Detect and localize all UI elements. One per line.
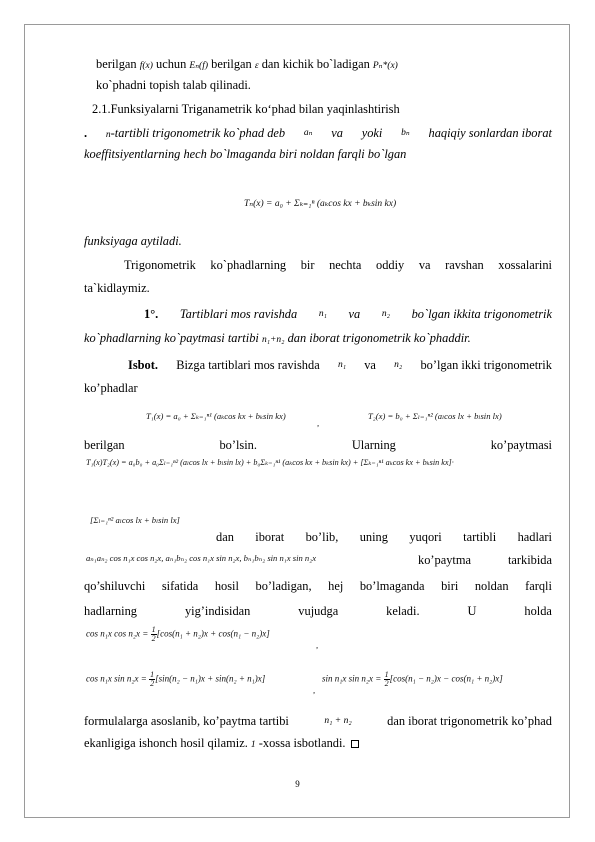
- definition-line-2: koeffitsiyentlarning hech bo`lmaganda biri noldan farqli bo`lgan: [84, 147, 407, 161]
- intro-line-2: ko`phadni topish talab qilinadi.: [96, 78, 251, 92]
- property-line-1: 1°. Tartiblari mos ravishda n₁ va n₂ bo`lgan ikkita trigonometrik: [144, 307, 552, 321]
- section-heading: 2.1.Funksiyalarni Triganametrik koʻphad bilan yaqinlashtirish: [92, 102, 400, 116]
- properties-intro-line-1: Trigonometrik ko`phadlarning bir nechta oddiy va ravshan xossalarini: [124, 258, 552, 272]
- proof-line-6: qo’shiluvchi sifatida hosil bo’ladigan, hej bo’lmaganda biri noldan farqli: [84, 579, 552, 593]
- identity-cos-sin: cos n₁x sin n₂x = $\frac{1}{2}$ [sin(n₂ − n₁)x + sin(n₂ + n₁)x]: [86, 670, 266, 688]
- property-line-2: ko`phadlarning ko`paytmasi tartibi n₁+n₂ dan iborat trigonometrik ko`phaddir.: [84, 331, 471, 345]
- definition-line-1: . n-tartibli trigonometrik ko`phad deb aₙ va yoki bₙ haqiqiy sonlardan iborat: [84, 126, 552, 140]
- formula-t2: T₂(x) = b₀ + Σₗ₌₁ⁿ² (aₗcos lx + bₗsin lx): [368, 411, 502, 421]
- identity-comma-1: ,: [316, 640, 319, 650]
- intro-line-1: berilgan f(x) uchun Eₙ(f) berilgan ε dan kichik bo`ladigan Pₙ*(x): [96, 57, 398, 71]
- qed-square-icon: [351, 740, 359, 748]
- formula-product-1: T₁(x)T₂(x) = a₀b₀ + a₀Σₗ₌₁ⁿ² (aₗcos lx + bₗsin lx) + b₀Σₖ₌₁ⁿ¹ (aₖcos kx + bₖsin kx) + [Σₖ₌₁ⁿ¹ aₖcos kx + bₖsin kx]·: [86, 458, 454, 467]
- proof-line-4: dan iborat bo’lib, uning yuqori tartibli hadlari: [216, 530, 552, 544]
- properties-intro-line-2: ta`kidlaymiz.: [84, 281, 150, 295]
- formula-t1: T₁(x) = a₀ + Σₖ₌₁ⁿ¹ (aₖcos kx + bₖsin kx): [146, 411, 286, 421]
- proof-line-3: berilgan bo’lsin. Ularning ko’paytmasi: [84, 438, 552, 452]
- formula-product-2: [Σₗ₌₁ⁿ² aₗcos lx + bₗsin lx]: [90, 515, 180, 525]
- page-number: 9: [295, 779, 300, 789]
- proof-line-2: ko’phadlar: [84, 381, 138, 395]
- proof-line-9: ekanligiga ishonch hosil qilamiz. 1 -xossa isbotlandi.: [84, 735, 359, 753]
- formula-comma: ,: [317, 418, 320, 428]
- identity-comma-2: ,: [313, 685, 316, 695]
- proof-line-8: formulalarga asoslanib, ko’paytma tartibi n₁ + n₂ dan iborat trigonometrik ko’phad: [84, 714, 552, 728]
- definition-formula: Tₙ(x) = a₀ + Σₖ₌₁ⁿ (aₖcos kx + bₖsin kx): [244, 199, 397, 209]
- definition-line-3: funksiyaga aytiladi.: [84, 234, 182, 248]
- identity-cos-cos: cos n₁x cos n₂x = $\frac{1}{2}$ [cos(n₁ + n₂)x + cos(n₁ − n₂)x]: [86, 625, 270, 643]
- higher-order-terms: aₙ₁aₙ₂ cos n₁x cos n₂x, aₙ₁bₙ₂ cos n₁x sin n₂x, bₙ₁bₙ₂ sin n₁x sin n₂x: [86, 553, 317, 563]
- proof-line-5: ko’paytma tarkibida: [418, 553, 552, 567]
- proof-line-7: hadlarning yig’indisidan vujudga keladi. U holda: [84, 604, 552, 618]
- proof-line-1: Isbot. Bizga tartiblari mos ravishda n₁ va n₂ bo’lgan ikki trigonometrik: [128, 358, 552, 372]
- identity-sin-sin: sin n₁x sin n₂x = $\frac{1}{2}$ [cos(n₁ − n₂)x − cos(n₁ + n₂)x]: [322, 670, 503, 688]
